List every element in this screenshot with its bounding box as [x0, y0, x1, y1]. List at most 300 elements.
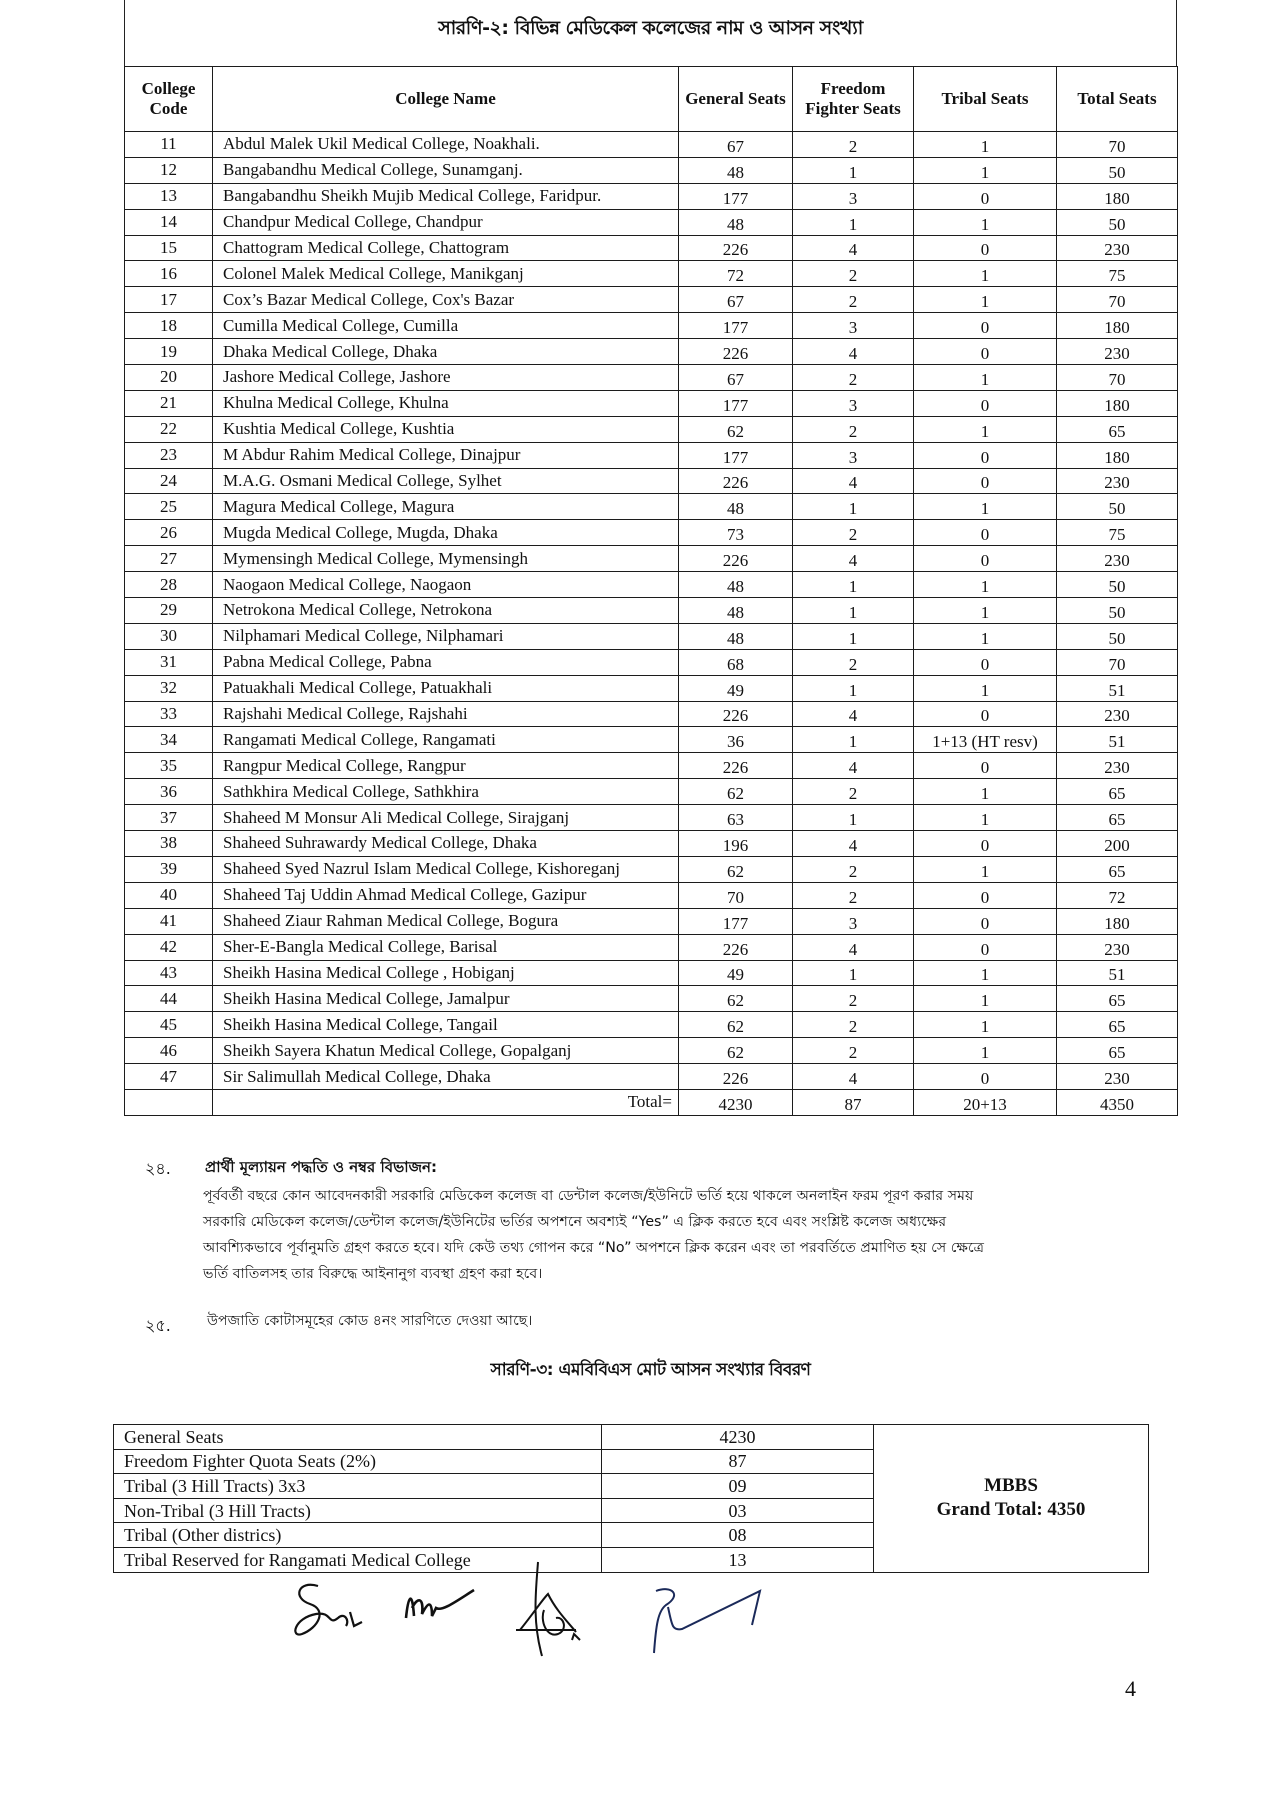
- total-seats: 65: [1057, 805, 1178, 831]
- college-code: 47: [125, 1064, 213, 1090]
- tribal-seats: 0: [914, 468, 1057, 494]
- general-seats: 226: [679, 339, 793, 365]
- total-seats: 230: [1057, 546, 1178, 572]
- table-row: [125, 468, 1178, 494]
- table-row: [125, 623, 1178, 649]
- general-seats: 226: [679, 235, 793, 261]
- table-row: [125, 882, 1178, 908]
- table-row: [125, 727, 1178, 753]
- college-name: Sheikh Hasina Medical College, Jamalpur: [213, 986, 679, 1012]
- seat-category-label: General Seats: [114, 1425, 602, 1450]
- signature-2-icon: [398, 1578, 478, 1628]
- tribal-seats: 0: [914, 183, 1057, 209]
- tribal-seats: 1: [914, 960, 1057, 986]
- signature-4-icon: [648, 1585, 768, 1655]
- total-seats: 50: [1057, 623, 1178, 649]
- table-row: [125, 313, 1178, 339]
- tribal-seats: 0: [914, 934, 1057, 960]
- general-seats: 48: [679, 623, 793, 649]
- college-code: 37: [125, 805, 213, 831]
- table-row: [125, 235, 1178, 261]
- freedom-fighter-seats: 4: [793, 468, 914, 494]
- table-row: [125, 261, 1178, 287]
- general-seats: 68: [679, 649, 793, 675]
- college-name: Patuakhali Medical College, Patuakhali: [213, 675, 679, 701]
- tribal-seats: 1: [914, 805, 1057, 831]
- total-seats: 70: [1057, 365, 1178, 391]
- college-name: Chattogram Medical College, Chattogram: [213, 235, 679, 261]
- seat-category-label: Tribal (Other districs): [114, 1523, 602, 1548]
- col-header-tribal: Tribal Seats: [914, 67, 1057, 132]
- general-seats: 177: [679, 442, 793, 468]
- tribal-seats: 1: [914, 261, 1057, 287]
- freedom-fighter-seats: 2: [793, 649, 914, 675]
- freedom-fighter-seats: 2: [793, 1038, 914, 1064]
- table-row: [125, 287, 1178, 313]
- general-seats: 62: [679, 856, 793, 882]
- col-header-code: College Code: [125, 67, 213, 132]
- college-code: 15: [125, 235, 213, 261]
- total-seats: 65: [1057, 779, 1178, 805]
- col-header-freedom-fighter: Freedom Fighter Seats: [793, 67, 914, 132]
- freedom-fighter-seats: 4: [793, 831, 914, 857]
- college-name: Bangabandhu Medical College, Sunamganj.: [213, 157, 679, 183]
- total-general: 4230: [679, 1089, 793, 1115]
- freedom-fighter-seats: 2: [793, 856, 914, 882]
- grand-total: Grand Total: 4350: [936, 1499, 1086, 1521]
- college-code: 33: [125, 701, 213, 727]
- freedom-fighter-seats: 2: [793, 986, 914, 1012]
- table-row: [125, 649, 1178, 675]
- tribal-seats: 0: [914, 235, 1057, 261]
- seat-category-label: Tribal Reserved for Rangamati Medical College: [114, 1547, 602, 1572]
- total-seats: 75: [1057, 261, 1178, 287]
- college-name: Shaheed Syed Nazrul Islam Medical College, Kishoreganj: [213, 856, 679, 882]
- table-row: [125, 856, 1178, 882]
- freedom-fighter-seats: 4: [793, 934, 914, 960]
- mbbs-seat-summary-title: সারণি-৩: এমবিবিএস মোট আসন সংখ্যার বিবরণ: [490, 1360, 811, 1380]
- general-seats: 63: [679, 805, 793, 831]
- total-seats: 200: [1057, 831, 1178, 857]
- college-seat-table: [124, 66, 1178, 1116]
- table-row: [125, 183, 1178, 209]
- tribal-seats: 0: [914, 390, 1057, 416]
- general-seats: 196: [679, 831, 793, 857]
- college-name: Sheikh Hasina Medical College, Tangail: [213, 1012, 679, 1038]
- college-code: 23: [125, 442, 213, 468]
- total-seats: 230: [1057, 934, 1178, 960]
- college-code: 43: [125, 960, 213, 986]
- tribal-seats: 1: [914, 856, 1057, 882]
- college-code: 18: [125, 313, 213, 339]
- freedom-fighter-seats: 1: [793, 623, 914, 649]
- total-seats: 230: [1057, 1064, 1178, 1090]
- page-number: 4: [1125, 1676, 1136, 1701]
- freedom-fighter-seats: 2: [793, 520, 914, 546]
- tribal-seats: 0: [914, 339, 1057, 365]
- seat-category-value: 87: [602, 1449, 874, 1474]
- college-code: 44: [125, 986, 213, 1012]
- general-seats: 226: [679, 1064, 793, 1090]
- total-seats: 65: [1057, 986, 1178, 1012]
- table-row: [125, 442, 1178, 468]
- total-seats: 180: [1057, 390, 1178, 416]
- college-code: 27: [125, 546, 213, 572]
- signature-1-icon: [288, 1578, 368, 1646]
- freedom-fighter-seats: 1: [793, 598, 914, 624]
- college-name: Sheikh Sayera Khatun Medical College, Gopalganj: [213, 1038, 679, 1064]
- college-name: Bangabandhu Sheikh Mujib Medical College, Faridpur.: [213, 183, 679, 209]
- table-row: [125, 390, 1178, 416]
- college-name: Sheikh Hasina Medical College , Hobiganj: [213, 960, 679, 986]
- tribal-seats: 1: [914, 598, 1057, 624]
- col-header-name: College Name: [213, 67, 679, 132]
- seat-category-value: 08: [602, 1523, 874, 1548]
- college-code: 45: [125, 1012, 213, 1038]
- college-name: Rangpur Medical College, Rangpur: [213, 753, 679, 779]
- tribal-seats: 0: [914, 882, 1057, 908]
- college-code: 32: [125, 675, 213, 701]
- total-seats: 72: [1057, 882, 1178, 908]
- freedom-fighter-seats: 1: [793, 805, 914, 831]
- freedom-fighter-seats: 3: [793, 183, 914, 209]
- college-seat-table-title: সারণি-২: বিভিন্ন মেডিকেল কলেজের নাম ও আসন সংখ্যা: [438, 17, 863, 39]
- college-code: 14: [125, 209, 213, 235]
- tribal-seats: 1: [914, 287, 1057, 313]
- signature-3-icon: [506, 1560, 596, 1660]
- college-name: M.A.G. Osmani Medical College, Sylhet: [213, 468, 679, 494]
- table-row: [125, 805, 1178, 831]
- tribal-seats: 1: [914, 132, 1057, 158]
- freedom-fighter-seats: 1: [793, 494, 914, 520]
- freedom-fighter-seats: 3: [793, 442, 914, 468]
- table-row: [125, 779, 1178, 805]
- college-code: 21: [125, 390, 213, 416]
- college-code: 13: [125, 183, 213, 209]
- paragraph-line: ভর্তি বাতিলসহ তার বিরুদ্ধে আইনানুগ ব্যবস্থা গ্রহণ করা হবে।: [203, 1266, 543, 1282]
- freedom-fighter-seats: 4: [793, 753, 914, 779]
- college-name: Jashore Medical College, Jashore: [213, 365, 679, 391]
- total-seats: 70: [1057, 132, 1178, 158]
- college-code: 41: [125, 908, 213, 934]
- total-label: Total=: [213, 1089, 679, 1115]
- college-code: 39: [125, 856, 213, 882]
- freedom-fighter-seats: 3: [793, 313, 914, 339]
- tribal-seats: 1: [914, 675, 1057, 701]
- table-row: [125, 546, 1178, 572]
- table-row: [125, 494, 1178, 520]
- total-seats: 230: [1057, 753, 1178, 779]
- college-name: Mymensingh Medical College, Mymensingh: [213, 546, 679, 572]
- college-name: Sathkhira Medical College, Sathkhira: [213, 779, 679, 805]
- tribal-seats: 0: [914, 1064, 1057, 1090]
- general-seats: 48: [679, 209, 793, 235]
- college-code: 38: [125, 831, 213, 857]
- general-seats: 67: [679, 132, 793, 158]
- paragraph-line: আবশ্যিকভাবে পূর্বানুমতি গ্রহণ করতে হবে। যদি কেউ তথ্য গোপন করে “No” অপশনে ক্লিক করেন এবং তা পরবর্তিতে প্রমাণিত হয় সে ক্ষেত্রে: [203, 1240, 985, 1256]
- col-header-total: Total Seats: [1057, 67, 1178, 132]
- freedom-fighter-seats: 2: [793, 261, 914, 287]
- table-row: [125, 960, 1178, 986]
- table-row: [125, 831, 1178, 857]
- total-seats: 180: [1057, 183, 1178, 209]
- total-seats: 70: [1057, 287, 1178, 313]
- general-seats: 226: [679, 934, 793, 960]
- table-row: [125, 416, 1178, 442]
- freedom-fighter-seats: 4: [793, 701, 914, 727]
- total-seats: 51: [1057, 675, 1178, 701]
- general-seats: 62: [679, 416, 793, 442]
- college-name: Shaheed M Monsur Ali Medical College, Sirajganj: [213, 805, 679, 831]
- general-seats: 62: [679, 1012, 793, 1038]
- college-code: 16: [125, 261, 213, 287]
- freedom-fighter-seats: 3: [793, 908, 914, 934]
- freedom-fighter-seats: 1: [793, 675, 914, 701]
- general-seats: 72: [679, 261, 793, 287]
- total-seats: 51: [1057, 960, 1178, 986]
- general-seats: 36: [679, 727, 793, 753]
- seat-category-label: Tribal (3 Hill Tracts) 3x3: [114, 1474, 602, 1499]
- general-seats: 48: [679, 572, 793, 598]
- freedom-fighter-seats: 2: [793, 132, 914, 158]
- item-24-paragraph: [203, 1183, 1165, 1287]
- general-seats: 49: [679, 960, 793, 986]
- college-name: Magura Medical College, Magura: [213, 494, 679, 520]
- paragraph-line: সরকারি মেডিকেল কলেজ/ডেন্টাল কলেজ/ইউনিটের ভর্তির অপশনে অবশ্যই “Yes” এ ক্লিক করতে হবে এবং সংশ্লিষ্ট কলেজ অধ্যক্ষের: [203, 1214, 947, 1230]
- total-freedom-fighter: 87: [793, 1089, 914, 1115]
- total-seats: 180: [1057, 442, 1178, 468]
- freedom-fighter-seats: 1: [793, 572, 914, 598]
- college-name: Shaheed Taj Uddin Ahmad Medical College, Gazipur: [213, 882, 679, 908]
- college-code: 12: [125, 157, 213, 183]
- total-seats: 230: [1057, 468, 1178, 494]
- college-code: 34: [125, 727, 213, 753]
- total-total: 4350: [1057, 1089, 1178, 1115]
- freedom-fighter-seats: 2: [793, 1012, 914, 1038]
- item-25-number: ২৫.: [145, 1316, 171, 1335]
- freedom-fighter-seats: 1: [793, 960, 914, 986]
- general-seats: 48: [679, 598, 793, 624]
- college-name: Abdul Malek Ukil Medical College, Noakhali.: [213, 132, 679, 158]
- college-code: 29: [125, 598, 213, 624]
- freedom-fighter-seats: 2: [793, 287, 914, 313]
- freedom-fighter-seats: 4: [793, 546, 914, 572]
- tribal-seats: 0: [914, 831, 1057, 857]
- general-seats: 177: [679, 390, 793, 416]
- freedom-fighter-seats: 4: [793, 235, 914, 261]
- table-row: [114, 1425, 1149, 1450]
- total-seats: 180: [1057, 313, 1178, 339]
- freedom-fighter-seats: 4: [793, 339, 914, 365]
- total-seats: 50: [1057, 572, 1178, 598]
- college-name: Colonel Malek Medical College, Manikganj: [213, 261, 679, 287]
- general-seats: 62: [679, 779, 793, 805]
- general-seats: 48: [679, 157, 793, 183]
- total-seats: 75: [1057, 520, 1178, 546]
- tribal-seats: 0: [914, 649, 1057, 675]
- college-code: 46: [125, 1038, 213, 1064]
- total-seats: 70: [1057, 649, 1178, 675]
- total-seats: 65: [1057, 1012, 1178, 1038]
- table-row: [125, 908, 1178, 934]
- college-name: Dhaka Medical College, Dhaka: [213, 339, 679, 365]
- general-seats: 62: [679, 986, 793, 1012]
- general-seats: 226: [679, 753, 793, 779]
- total-seats: 65: [1057, 416, 1178, 442]
- college-name: Sher-E-Bangla Medical College, Barisal: [213, 934, 679, 960]
- general-seats: 48: [679, 494, 793, 520]
- table-row: [125, 598, 1178, 624]
- college-name: Pabna Medical College, Pabna: [213, 649, 679, 675]
- general-seats: 177: [679, 908, 793, 934]
- college-code: 22: [125, 416, 213, 442]
- college-code: 31: [125, 649, 213, 675]
- tribal-seats: 1: [914, 209, 1057, 235]
- freedom-fighter-seats: 1: [793, 727, 914, 753]
- college-code: 25: [125, 494, 213, 520]
- table-row: [125, 1064, 1178, 1090]
- freedom-fighter-seats: 2: [793, 779, 914, 805]
- tribal-seats: 1: [914, 365, 1057, 391]
- college-name: Shaheed Ziaur Rahman Medical College, Bogura: [213, 908, 679, 934]
- college-name: Chandpur Medical College, Chandpur: [213, 209, 679, 235]
- general-seats: 70: [679, 882, 793, 908]
- college-name: Cox’s Bazar Medical College, Cox's Bazar: [213, 287, 679, 313]
- tribal-seats: 0: [914, 546, 1057, 572]
- table-row: [125, 1038, 1178, 1064]
- general-seats: 177: [679, 183, 793, 209]
- college-code: 20: [125, 365, 213, 391]
- general-seats: 49: [679, 675, 793, 701]
- table-row: [125, 572, 1178, 598]
- freedom-fighter-seats: 1: [793, 209, 914, 235]
- table-row: [125, 701, 1178, 727]
- college-name: Mugda Medical College, Mugda, Dhaka: [213, 520, 679, 546]
- college-name: Kushtia Medical College, Kushtia: [213, 416, 679, 442]
- tribal-seats: 1: [914, 157, 1057, 183]
- college-code: 42: [125, 934, 213, 960]
- table-row: [125, 520, 1178, 546]
- college-code: 24: [125, 468, 213, 494]
- mbbs-seat-summary-table: [113, 1424, 1149, 1573]
- general-seats: 62: [679, 1038, 793, 1064]
- tribal-seats: 1: [914, 779, 1057, 805]
- program-name: MBBS: [984, 1475, 1038, 1497]
- total-seats: 230: [1057, 339, 1178, 365]
- table-row: [125, 986, 1178, 1012]
- total-seats: 65: [1057, 856, 1178, 882]
- freedom-fighter-seats: 2: [793, 882, 914, 908]
- total-row-code: [125, 1089, 213, 1115]
- tribal-seats: 0: [914, 908, 1057, 934]
- table-row: [125, 675, 1178, 701]
- table-row: [125, 132, 1178, 158]
- freedom-fighter-seats: 2: [793, 365, 914, 391]
- college-code: 19: [125, 339, 213, 365]
- table-row: [125, 1012, 1178, 1038]
- tribal-seats: 0: [914, 701, 1057, 727]
- total-seats: 180: [1057, 908, 1178, 934]
- seat-category-label: Non-Tribal (3 Hill Tracts): [114, 1498, 602, 1523]
- freedom-fighter-seats: 2: [793, 416, 914, 442]
- college-code: 40: [125, 882, 213, 908]
- general-seats: 73: [679, 520, 793, 546]
- college-code: 36: [125, 779, 213, 805]
- college-name: Shaheed Suhrawardy Medical College, Dhaka: [213, 831, 679, 857]
- college-code: 26: [125, 520, 213, 546]
- tribal-seats: 0: [914, 313, 1057, 339]
- seat-category-label: Freedom Fighter Quota Seats (2%): [114, 1449, 602, 1474]
- table-row: [125, 339, 1178, 365]
- item-24-heading: প্রার্থী মূল্যায়ন পদ্ধতি ও নম্বর বিভাজন:: [205, 1158, 438, 1176]
- freedom-fighter-seats: 4: [793, 1064, 914, 1090]
- seat-category-value: 09: [602, 1474, 874, 1499]
- tribal-seats: 1: [914, 494, 1057, 520]
- college-seat-table-body: [125, 132, 1178, 1116]
- table-total-row: [125, 1089, 1178, 1115]
- grand-total-cell: [874, 1425, 1149, 1573]
- seat-category-value: 4230: [602, 1425, 874, 1450]
- tribal-seats: 0: [914, 520, 1057, 546]
- general-seats: 226: [679, 701, 793, 727]
- seat-category-value: 03: [602, 1498, 874, 1523]
- tribal-seats: 1: [914, 623, 1057, 649]
- table-row: [125, 365, 1178, 391]
- general-seats: 67: [679, 287, 793, 313]
- total-seats: 50: [1057, 157, 1178, 183]
- item-25-text: উপজাতি কোটাসমূহের কোড ৪নং সারণিতে দেওয়া আছে।: [207, 1313, 533, 1329]
- college-name: M Abdur Rahim Medical College, Dinajpur: [213, 442, 679, 468]
- college-name: Rangamati Medical College, Rangamati: [213, 727, 679, 753]
- college-name: Cumilla Medical College, Cumilla: [213, 313, 679, 339]
- college-name: Sir Salimullah Medical College, Dhaka: [213, 1064, 679, 1090]
- general-seats: 177: [679, 313, 793, 339]
- table-header-row: [125, 67, 1178, 132]
- table-row: [125, 934, 1178, 960]
- general-seats: 67: [679, 365, 793, 391]
- total-seats: 50: [1057, 209, 1178, 235]
- table-row: [125, 157, 1178, 183]
- seat-category-value: 13: [602, 1547, 874, 1572]
- total-seats: 65: [1057, 1038, 1178, 1064]
- freedom-fighter-seats: 3: [793, 390, 914, 416]
- college-code: 30: [125, 623, 213, 649]
- col-header-general: General Seats: [679, 67, 793, 132]
- tribal-seats: 0: [914, 753, 1057, 779]
- item-24-number: ২৪.: [145, 1159, 171, 1178]
- college-code: 17: [125, 287, 213, 313]
- tribal-seats: 0: [914, 442, 1057, 468]
- college-name: Nilphamari Medical College, Nilphamari: [213, 623, 679, 649]
- table-row: [125, 209, 1178, 235]
- college-name: Naogaon Medical College, Naogaon: [213, 572, 679, 598]
- tribal-seats: 1+13 (HT resv): [914, 727, 1057, 753]
- paragraph-line: পূর্ববর্তী বছরে কোন আবেদনকারী সরকারি মেডিকেল কলেজ বা ডেন্টাল কলেজ/ইউনিটে ভর্তি হয়ে থাকলে অনলাইন ফরম পূরণ করার সময়: [203, 1188, 974, 1204]
- tribal-seats: 1: [914, 986, 1057, 1012]
- college-name: Rajshahi Medical College, Rajshahi: [213, 701, 679, 727]
- college-code: 11: [125, 132, 213, 158]
- tribal-seats: 1: [914, 416, 1057, 442]
- total-tribal: 20+13: [914, 1089, 1057, 1115]
- total-seats: 50: [1057, 598, 1178, 624]
- total-seats: 51: [1057, 727, 1178, 753]
- tribal-seats: 1: [914, 572, 1057, 598]
- tribal-seats: 1: [914, 1012, 1057, 1038]
- total-seats: 230: [1057, 701, 1178, 727]
- college-name: Netrokona Medical College, Netrokona: [213, 598, 679, 624]
- total-seats: 230: [1057, 235, 1178, 261]
- general-seats: 226: [679, 468, 793, 494]
